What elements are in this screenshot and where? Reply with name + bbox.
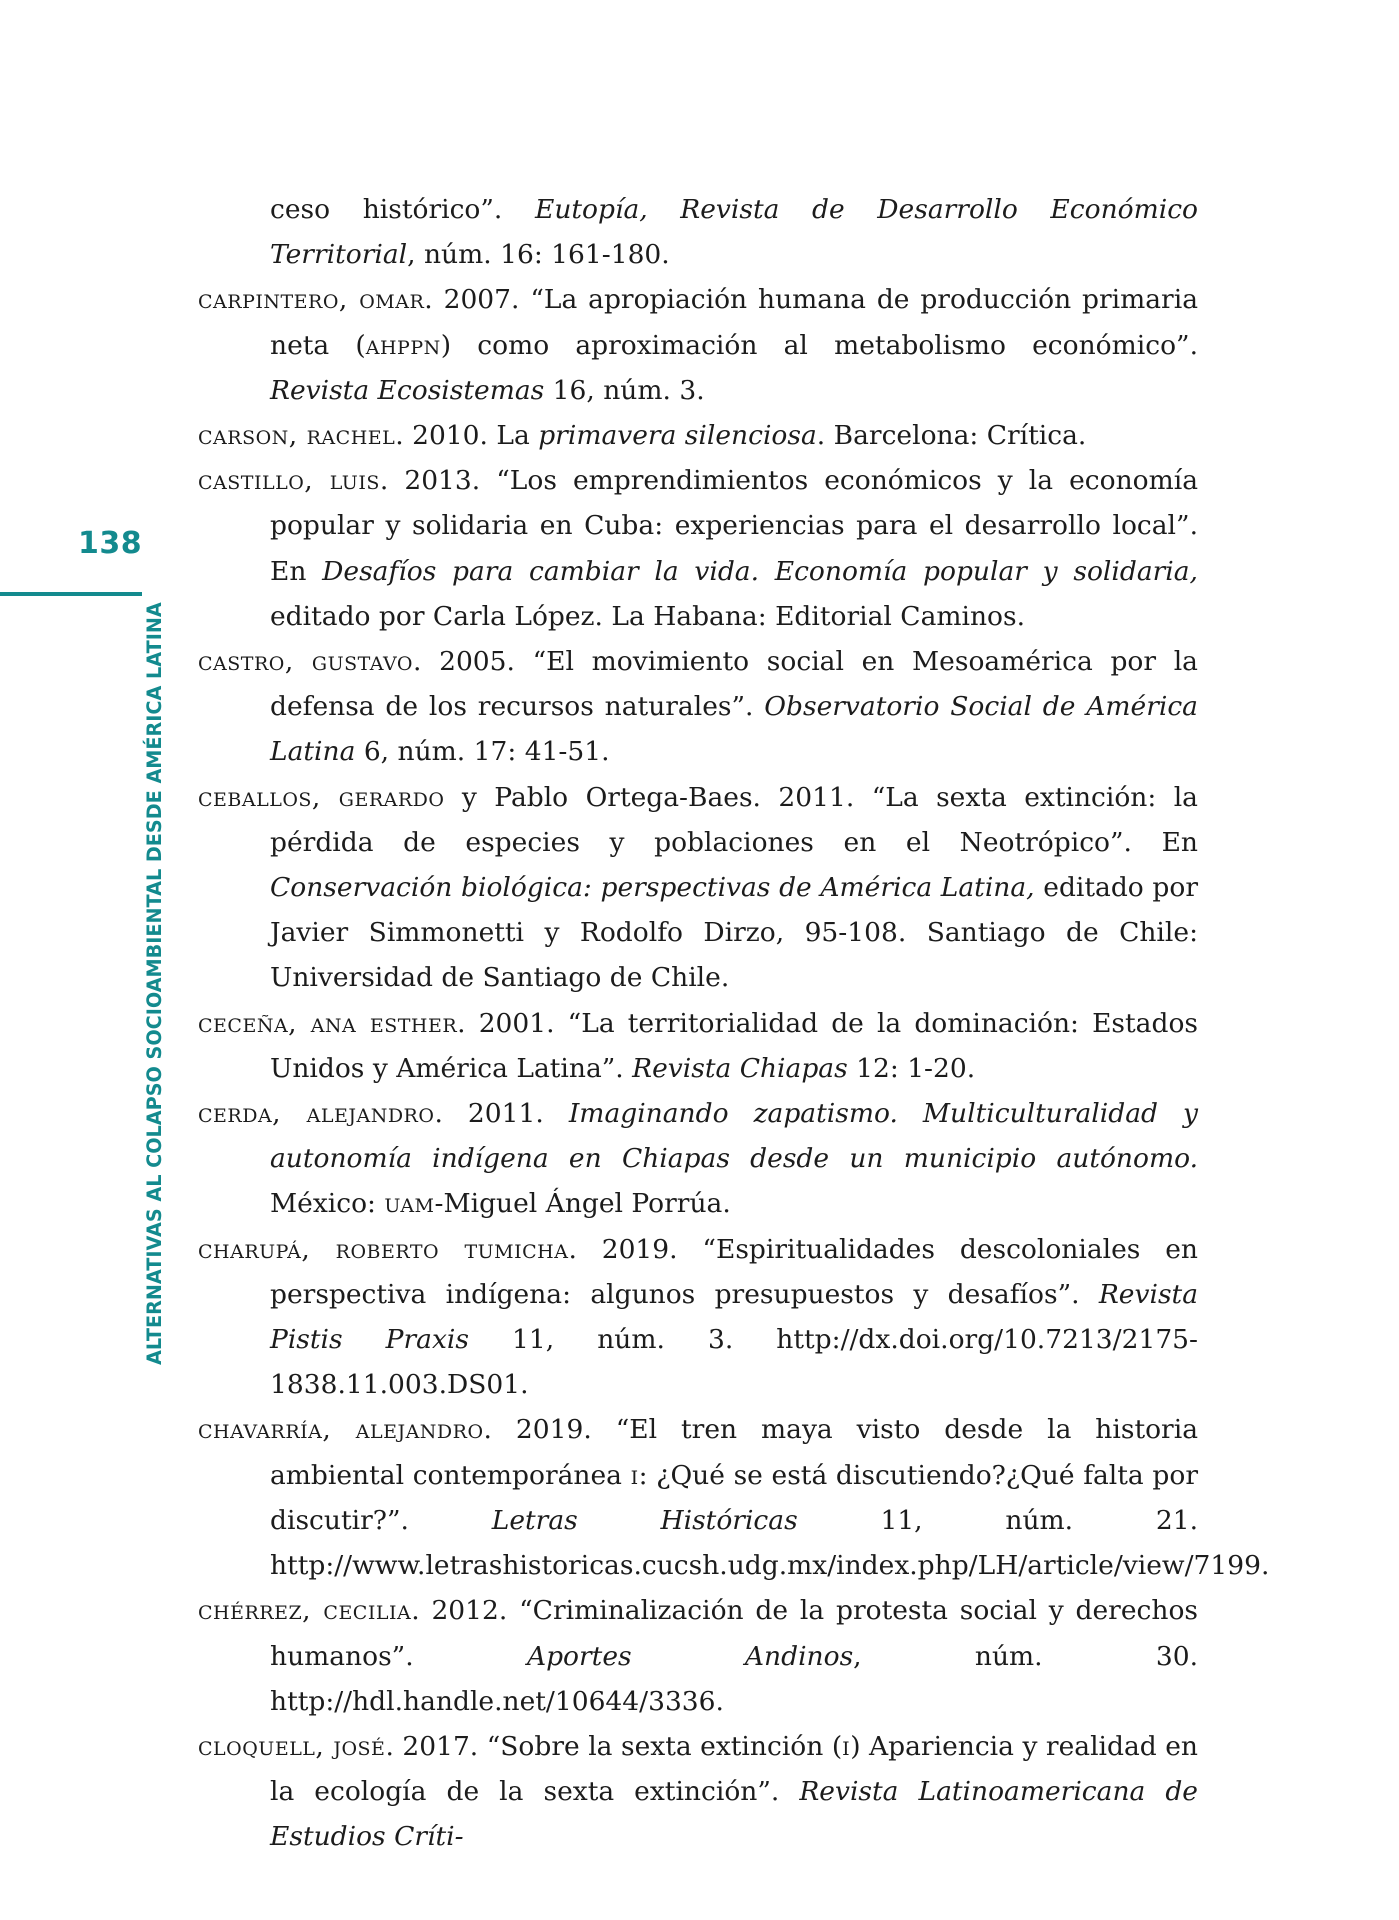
author-name: chérrez, cecilia <box>198 1595 412 1627</box>
entry-text: 16, núm. 3. <box>544 374 705 406</box>
author-name: charupá, roberto tumicha <box>198 1233 569 1265</box>
entry-text: . 2013. “Los emprendimientos económicos y la economía popular y solidaria en Cuba: experiencias para el desarrollo local”. En <box>270 465 1198 587</box>
entry-text: 6, núm. 17: 41-51. <box>355 736 610 768</box>
work-title: Imaginando zapatismo. Multiculturalidad y autonomía indígena en Chiapas desde un municipio autónomo. <box>270 1098 1198 1175</box>
entry-text: : ¿Qué se está discutiendo?¿Qué falta por discutir?”. <box>270 1459 1198 1536</box>
bibliography-entry <box>198 775 1198 1001</box>
entry-text: ceso histórico”. <box>270 194 535 225</box>
author-name: i <box>842 1730 851 1762</box>
entry-text: 11, núm. 3. http://dx.doi.org/10.7213/2175-1838.11.003.DS01. <box>270 1324 1198 1401</box>
entry-text: . 2017. “Sobre la sexta extinción ( <box>385 1730 843 1762</box>
author-name: ceballos, gerardo <box>198 781 445 813</box>
author-name: uam <box>384 1188 435 1220</box>
bibliography-entry <box>198 187 1198 277</box>
entry-text: . 2012. “Criminalización de la protesta social y derechos humanos”. <box>270 1595 1198 1672</box>
work-title: Conservación biológica: perspectivas de América Latina, <box>270 872 1035 904</box>
entry-text: . 2011. <box>434 1098 569 1130</box>
bibliography-entry <box>198 277 1198 413</box>
entry-text: -Miguel Ángel Porrúa. <box>434 1188 731 1220</box>
entry-text: y Pablo Ortega-Baes. 2011. “La sexta extinción: la pérdida de especies y poblaciones en el Neotrópico”. En <box>270 781 1198 858</box>
entry-text: editado por Javier Simmonetti y Rodolfo Dirzo, 95-108. Santiago de Chile: Universidad de Santiago de Chile. <box>270 872 1199 994</box>
author-name: cloquell, josé <box>198 1730 386 1762</box>
entry-text: . 2007. “La apropiación humana de producción primaria neta ( <box>270 284 1198 361</box>
entry-text: ) Apariencia y realidad en la ecología de la sexta extinción”. <box>270 1730 1198 1808</box>
entry-text: , núm. 30. http://hdl.handle.net/10644/3336. <box>270 1640 1199 1717</box>
margin-rule <box>0 592 142 596</box>
bibliography-entry <box>198 1407 1270 1588</box>
entry-text: México: <box>270 1188 385 1220</box>
entry-text: ) como aproximación al metabolismo económico”. <box>440 329 1198 361</box>
entry-text: 11, núm. 21. http://www.letrashistoricas.cucsh.udg.mx/index.php/LH/article/view/7199. <box>270 1504 1270 1582</box>
entry-text: . 2001. “La territorialidad de la dominación: Estados Unidos y América Latina”. <box>270 1007 1198 1084</box>
entry-text: . 2019. “El tren maya visto desde la historia ambiental contemporánea <box>270 1414 1198 1491</box>
bibliography-entry <box>198 639 1198 775</box>
work-title: Letras Históricas <box>491 1504 798 1536</box>
page-number: 138 <box>78 526 143 561</box>
author-name: castro, gustavo <box>198 646 413 678</box>
entry-text: editado por Carla López. La Habana: Editorial Caminos. <box>270 600 1026 632</box>
author-name: castillo, luis <box>198 465 380 497</box>
work-title: Revista Latinoamericana de Estudios Críti- <box>270 1776 1198 1853</box>
work-title: Aportes Andinos <box>526 1640 854 1672</box>
bibliography-entry <box>198 458 1198 639</box>
entry-text: . Barcelona: Crítica. <box>816 420 1087 452</box>
author-name: carson, rachel <box>198 420 396 452</box>
running-title-text: ALTERNATIVAS AL COLAPSO SOCIOAMBIENTAL DESDE AMÉRICA LATINA <box>143 602 166 1365</box>
author-name: ahppn <box>365 329 441 361</box>
entry-text: . 2019. “Espiritualidades descoloniales en perspectiva indígena: algunos presupuestos y desafíos”. <box>270 1233 1198 1310</box>
entry-text: , núm. 16: 161-180. <box>407 239 670 271</box>
author-name: ceceña, ana esther <box>198 1007 458 1039</box>
work-title: Eutopía, Revista de Desarrollo Económico Territorial <box>270 194 1198 271</box>
work-title: Revista Pistis Praxis <box>270 1278 1198 1356</box>
running-title <box>140 602 170 1365</box>
entry-text: . 2010. La <box>395 420 539 452</box>
bibliography-list <box>198 187 1270 1860</box>
bibliography-entry <box>198 413 1198 458</box>
work-title: Observatorio Social de América Latina <box>270 691 1198 768</box>
bibliography-entry <box>198 1091 1198 1227</box>
bibliography-entry <box>198 1588 1198 1724</box>
work-title: primavera silenciosa <box>538 420 817 452</box>
author-name: i <box>630 1459 639 1491</box>
entry-text: . 2005. “El movimiento social en Mesoamérica por la defensa de los recursos naturales”. <box>270 646 1198 723</box>
work-title: Revista Chiapas <box>632 1052 848 1084</box>
author-name: carpintero, omar <box>198 284 425 316</box>
work-title: Desafíos para cambiar la vida. Economía popular y solidaria, <box>322 555 1198 587</box>
author-name: cerda, alejandro <box>198 1098 435 1130</box>
bibliography-entry <box>198 1724 1198 1860</box>
bibliography-entry <box>198 1227 1198 1408</box>
author-name: chavarría, alejandro <box>198 1414 484 1446</box>
bibliography-entry <box>198 1001 1198 1091</box>
work-title: Revista Ecosistemas <box>270 374 545 406</box>
entry-text: 12: 1-20. <box>847 1052 976 1084</box>
